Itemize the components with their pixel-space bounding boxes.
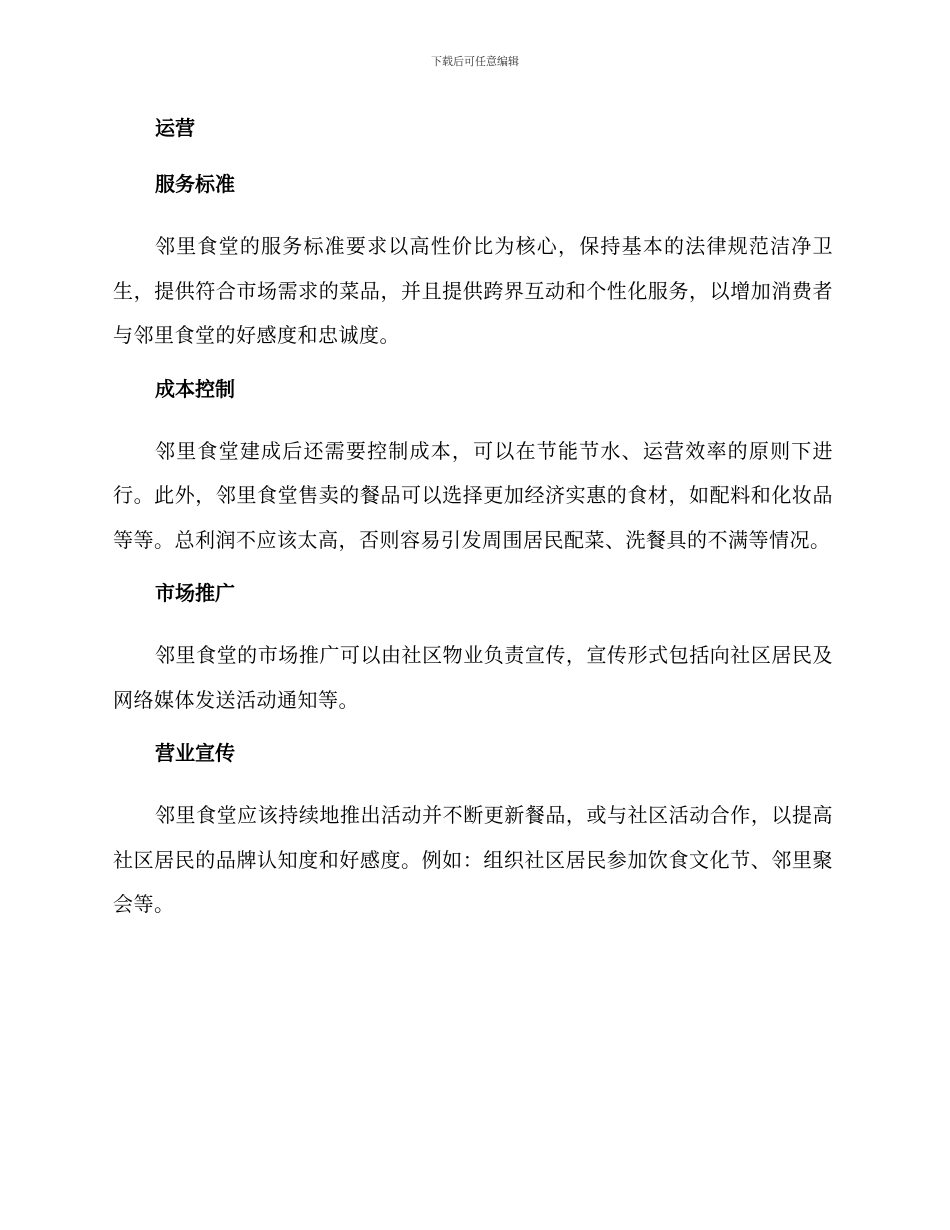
paragraph-market-promotion: 邻里食堂的市场推广可以由社区物业负责宣传，宣传形式包括向社区居民及网络媒体发送活动通知等。: [113, 643, 833, 712]
subsection-title-cost-control: 成本控制: [155, 376, 235, 401]
subsection-title-market-promotion: 市场推广: [155, 581, 235, 605]
subsection-title-service-standards: 服务标准: [155, 172, 235, 196]
document-body: [113, 110, 833, 940]
subsection-title-business-publicity: 营业宣传: [155, 741, 235, 765]
paragraph-cost-control: 邻里食堂建成后还需要控制成本，可以在节能节水、运营效率的原则下进行。此外，邻里食堂售卖的餐品可以选择更加经济实惠的食材，如配料和化妆品等等。总利润不应该太高，否则容易引发周围居民配菜、洗餐具的不满等情况。: [113, 438, 833, 552]
section-title: 运营: [155, 116, 195, 140]
page-header: 下载后可任意编辑: [431, 55, 519, 68]
paragraph-service-standards: 邻里食堂的服务标准要求以高性价比为核心，保持基本的法律规范洁净卫生，提供符合市场需求的菜品，并且提供跨界互动和个性化服务，以增加消费者与邻里食堂的好感度和忠诚度。: [113, 234, 833, 347]
paragraph-business-publicity: 邻里食堂应该持续地推出活动并不断更新餐品，或与社区活动合作，以提高社区居民的品牌认知度和好感度。例如：组织社区居民参加饮食文化节、邻里聚会等。: [113, 803, 833, 916]
